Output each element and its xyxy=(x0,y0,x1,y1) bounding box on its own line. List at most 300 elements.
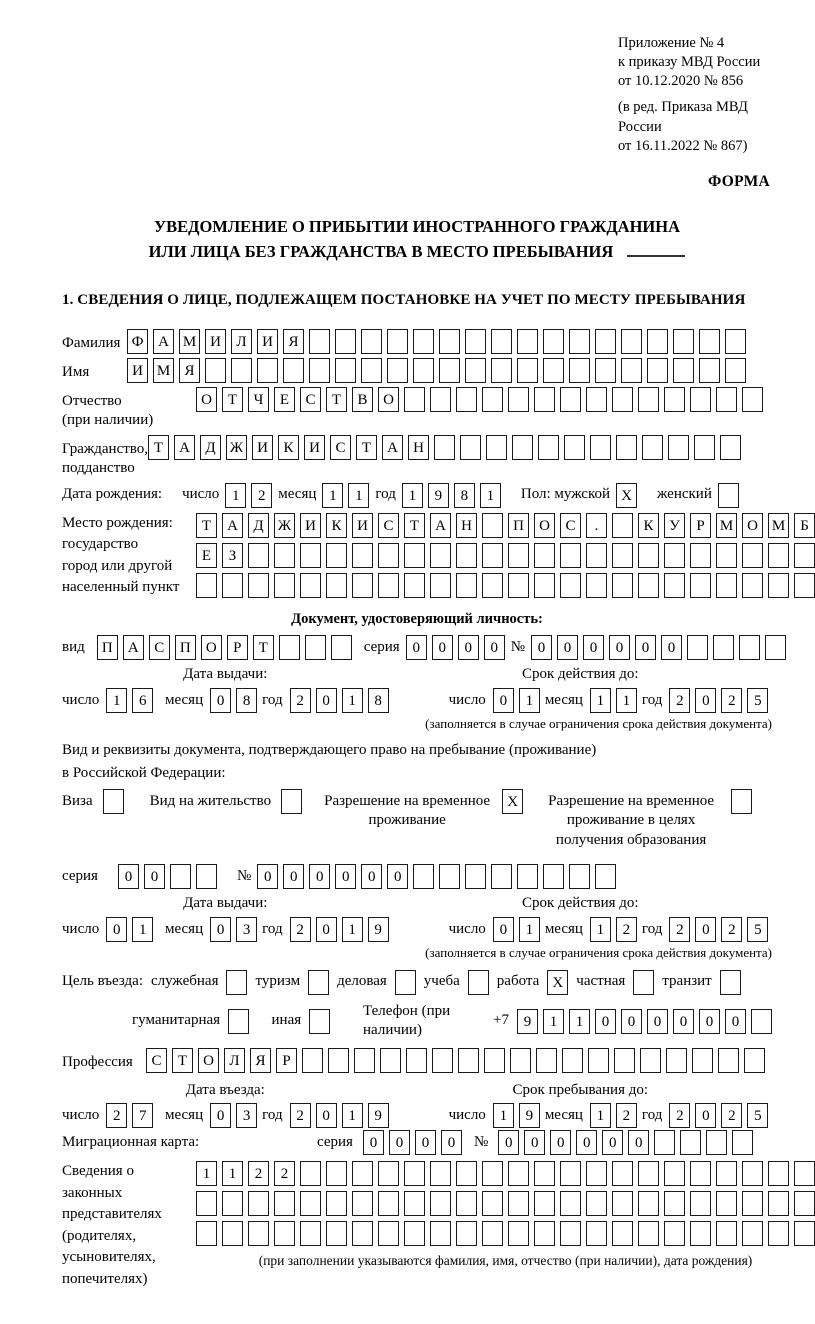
char-cell[interactable]: О xyxy=(534,513,555,538)
char-cell[interactable]: А xyxy=(222,513,243,538)
char-cell[interactable]: О xyxy=(198,1048,219,1073)
char-cell[interactable] xyxy=(413,864,434,889)
char-cell[interactable] xyxy=(222,573,243,598)
char-cell[interactable] xyxy=(612,1161,633,1186)
char-cell[interactable]: 2 xyxy=(721,688,742,713)
char-cell[interactable] xyxy=(196,864,217,889)
char-cell[interactable] xyxy=(536,1048,557,1073)
char-cell[interactable] xyxy=(326,543,347,568)
char-cell[interactable] xyxy=(560,387,581,412)
char-cell[interactable] xyxy=(465,864,486,889)
char-cell[interactable] xyxy=(387,329,408,354)
char-cell[interactable] xyxy=(305,635,326,660)
char-cell[interactable]: 6 xyxy=(132,688,153,713)
char-cell[interactable]: 2 xyxy=(616,1103,637,1128)
char-cell[interactable]: 8 xyxy=(236,688,257,713)
char-cell[interactable]: 1 xyxy=(348,483,369,508)
char-cell[interactable] xyxy=(638,543,659,568)
char-cell[interactable] xyxy=(302,1048,323,1073)
char-cell[interactable]: 8 xyxy=(454,483,475,508)
char-cell[interactable]: 0 xyxy=(458,635,479,660)
char-cell[interactable]: 0 xyxy=(524,1130,545,1155)
char-cell[interactable] xyxy=(534,573,555,598)
char-cell[interactable]: 0 xyxy=(389,1130,410,1155)
char-cell[interactable]: 0 xyxy=(621,1009,642,1034)
char-cell[interactable]: Т xyxy=(356,435,377,460)
char-cell[interactable]: 0 xyxy=(635,635,656,660)
char-cell[interactable] xyxy=(538,435,559,460)
char-cell[interactable] xyxy=(432,1048,453,1073)
char-cell[interactable] xyxy=(378,1221,399,1246)
char-cell[interactable] xyxy=(586,543,607,568)
char-cell[interactable] xyxy=(508,543,529,568)
char-cell[interactable] xyxy=(664,543,685,568)
char-cell[interactable] xyxy=(595,358,616,383)
char-cell[interactable] xyxy=(751,1009,772,1034)
char-cell[interactable] xyxy=(692,1048,713,1073)
char-cell[interactable] xyxy=(456,543,477,568)
char-cell[interactable]: 2 xyxy=(290,688,311,713)
char-cell[interactable]: П xyxy=(97,635,118,660)
char-cell[interactable]: А xyxy=(153,329,174,354)
char-cell[interactable] xyxy=(690,1161,711,1186)
char-cell[interactable]: 0 xyxy=(695,688,716,713)
char-cell[interactable] xyxy=(569,864,590,889)
char-cell[interactable]: А xyxy=(382,435,403,460)
char-cell[interactable]: Л xyxy=(224,1048,245,1073)
char-cell[interactable] xyxy=(274,1191,295,1216)
checkbox-cell[interactable] xyxy=(720,970,741,995)
char-cell[interactable] xyxy=(352,543,373,568)
char-cell[interactable]: И xyxy=(352,513,373,538)
char-cell[interactable] xyxy=(562,1048,583,1073)
char-cell[interactable] xyxy=(612,573,633,598)
char-cell[interactable]: Д xyxy=(248,513,269,538)
char-cell[interactable] xyxy=(380,1048,401,1073)
char-cell[interactable] xyxy=(564,435,585,460)
char-cell[interactable]: 0 xyxy=(609,635,630,660)
char-cell[interactable] xyxy=(482,513,503,538)
char-cell[interactable]: Д xyxy=(200,435,221,460)
char-cell[interactable] xyxy=(430,573,451,598)
char-cell[interactable] xyxy=(640,1048,661,1073)
char-cell[interactable] xyxy=(326,1161,347,1186)
char-cell[interactable] xyxy=(690,1191,711,1216)
char-cell[interactable] xyxy=(456,1161,477,1186)
char-cell[interactable]: И xyxy=(257,329,278,354)
char-cell[interactable]: Н xyxy=(456,513,477,538)
char-cell[interactable] xyxy=(352,1221,373,1246)
char-cell[interactable]: 0 xyxy=(583,635,604,660)
char-cell[interactable]: 1 xyxy=(543,1009,564,1034)
char-cell[interactable] xyxy=(673,358,694,383)
char-cell[interactable]: П xyxy=(175,635,196,660)
char-cell[interactable] xyxy=(694,435,715,460)
char-cell[interactable]: 0 xyxy=(415,1130,436,1155)
char-cell[interactable]: Я xyxy=(179,358,200,383)
char-cell[interactable] xyxy=(590,435,611,460)
char-cell[interactable] xyxy=(404,1221,425,1246)
char-cell[interactable] xyxy=(354,1048,375,1073)
char-cell[interactable] xyxy=(744,1048,765,1073)
char-cell[interactable]: 0 xyxy=(531,635,552,660)
char-cell[interactable]: 0 xyxy=(602,1130,623,1155)
char-cell[interactable]: К xyxy=(278,435,299,460)
char-cell[interactable]: И xyxy=(205,329,226,354)
char-cell[interactable]: 1 xyxy=(493,1103,514,1128)
char-cell[interactable]: С xyxy=(560,513,581,538)
char-cell[interactable]: 2 xyxy=(290,1103,311,1128)
char-cell[interactable] xyxy=(508,1161,529,1186)
char-cell[interactable] xyxy=(274,573,295,598)
char-cell[interactable] xyxy=(326,1191,347,1216)
char-cell[interactable]: 1 xyxy=(196,1161,217,1186)
char-cell[interactable] xyxy=(612,387,633,412)
char-cell[interactable]: 0 xyxy=(316,688,337,713)
char-cell[interactable] xyxy=(491,864,512,889)
char-cell[interactable] xyxy=(586,573,607,598)
char-cell[interactable] xyxy=(718,1048,739,1073)
char-cell[interactable]: П xyxy=(508,513,529,538)
char-cell[interactable] xyxy=(378,1191,399,1216)
char-cell[interactable] xyxy=(460,435,481,460)
char-cell[interactable]: 0 xyxy=(673,1009,694,1034)
char-cell[interactable] xyxy=(482,1221,503,1246)
char-cell[interactable] xyxy=(491,358,512,383)
char-cell[interactable]: 9 xyxy=(428,483,449,508)
char-cell[interactable]: 0 xyxy=(106,917,127,942)
char-cell[interactable]: И xyxy=(127,358,148,383)
char-cell[interactable] xyxy=(482,1191,503,1216)
char-cell[interactable] xyxy=(690,1221,711,1246)
char-cell[interactable]: 1 xyxy=(402,483,423,508)
char-cell[interactable]: 0 xyxy=(695,1103,716,1128)
char-cell[interactable] xyxy=(713,635,734,660)
char-cell[interactable]: А xyxy=(430,513,451,538)
char-cell[interactable] xyxy=(456,573,477,598)
char-cell[interactable]: Я xyxy=(250,1048,271,1073)
char-cell[interactable] xyxy=(456,1191,477,1216)
char-cell[interactable] xyxy=(196,1221,217,1246)
char-cell[interactable] xyxy=(508,387,529,412)
char-cell[interactable]: 2 xyxy=(248,1161,269,1186)
char-cell[interactable] xyxy=(456,387,477,412)
char-cell[interactable]: 0 xyxy=(550,1130,571,1155)
char-cell[interactable]: М xyxy=(716,513,737,538)
char-cell[interactable] xyxy=(404,573,425,598)
char-cell[interactable]: 0 xyxy=(210,917,231,942)
char-cell[interactable] xyxy=(739,635,760,660)
char-cell[interactable] xyxy=(690,387,711,412)
char-cell[interactable] xyxy=(257,358,278,383)
char-cell[interactable]: 1 xyxy=(590,1103,611,1128)
char-cell[interactable] xyxy=(517,864,538,889)
char-cell[interactable]: Р xyxy=(276,1048,297,1073)
char-cell[interactable] xyxy=(560,1191,581,1216)
char-cell[interactable]: 0 xyxy=(257,864,278,889)
char-cell[interactable] xyxy=(456,1221,477,1246)
char-cell[interactable]: 0 xyxy=(695,917,716,942)
char-cell[interactable] xyxy=(765,635,786,660)
char-cell[interactable] xyxy=(612,543,633,568)
char-cell[interactable]: Я xyxy=(283,329,304,354)
char-cell[interactable] xyxy=(560,543,581,568)
char-cell[interactable] xyxy=(664,1221,685,1246)
char-cell[interactable] xyxy=(794,573,815,598)
char-cell[interactable] xyxy=(517,358,538,383)
char-cell[interactable] xyxy=(560,1161,581,1186)
char-cell[interactable]: 9 xyxy=(517,1009,538,1034)
char-cell[interactable]: 1 xyxy=(106,688,127,713)
char-cell[interactable]: Ф xyxy=(127,329,148,354)
char-cell[interactable] xyxy=(510,1048,531,1073)
char-cell[interactable]: 7 xyxy=(132,1103,153,1128)
char-cell[interactable] xyxy=(361,358,382,383)
char-cell[interactable]: М xyxy=(768,513,789,538)
char-cell[interactable]: О xyxy=(742,513,763,538)
char-cell[interactable] xyxy=(699,358,720,383)
char-cell[interactable]: 0 xyxy=(144,864,165,889)
char-cell[interactable] xyxy=(430,543,451,568)
char-cell[interactable] xyxy=(725,358,746,383)
char-cell[interactable] xyxy=(560,1221,581,1246)
char-cell[interactable] xyxy=(586,1221,607,1246)
char-cell[interactable] xyxy=(404,1161,425,1186)
char-cell[interactable] xyxy=(586,1161,607,1186)
char-cell[interactable] xyxy=(569,358,590,383)
char-cell[interactable]: 1 xyxy=(225,483,246,508)
char-cell[interactable] xyxy=(508,573,529,598)
char-cell[interactable]: 1 xyxy=(132,917,153,942)
checkbox-cell[interactable]: X xyxy=(547,970,568,995)
char-cell[interactable]: 0 xyxy=(628,1130,649,1155)
char-cell[interactable]: 0 xyxy=(725,1009,746,1034)
char-cell[interactable] xyxy=(248,1191,269,1216)
char-cell[interactable] xyxy=(300,1191,321,1216)
char-cell[interactable] xyxy=(794,543,815,568)
char-cell[interactable] xyxy=(300,1161,321,1186)
char-cell[interactable] xyxy=(352,1161,373,1186)
char-cell[interactable] xyxy=(642,435,663,460)
char-cell[interactable] xyxy=(196,573,217,598)
char-cell[interactable] xyxy=(309,329,330,354)
char-cell[interactable] xyxy=(586,1191,607,1216)
checkbox-cell[interactable] xyxy=(395,970,416,995)
checkbox-cell[interactable]: X xyxy=(502,789,523,814)
char-cell[interactable] xyxy=(404,543,425,568)
char-cell[interactable] xyxy=(664,1161,685,1186)
char-cell[interactable] xyxy=(458,1048,479,1073)
char-cell[interactable] xyxy=(716,573,737,598)
char-cell[interactable] xyxy=(534,1221,555,1246)
checkbox-cell[interactable] xyxy=(226,970,247,995)
char-cell[interactable] xyxy=(283,358,304,383)
char-cell[interactable]: 1 xyxy=(342,917,363,942)
char-cell[interactable] xyxy=(196,1191,217,1216)
char-cell[interactable]: 0 xyxy=(699,1009,720,1034)
char-cell[interactable] xyxy=(508,1221,529,1246)
char-cell[interactable]: М xyxy=(179,329,200,354)
char-cell[interactable]: И xyxy=(300,513,321,538)
char-cell[interactable]: Л xyxy=(231,329,252,354)
char-cell[interactable]: 2 xyxy=(669,1103,690,1128)
char-cell[interactable]: М xyxy=(153,358,174,383)
char-cell[interactable]: 0 xyxy=(406,635,427,660)
char-cell[interactable]: Т xyxy=(404,513,425,538)
char-cell[interactable]: 1 xyxy=(342,1103,363,1128)
char-cell[interactable] xyxy=(331,635,352,660)
char-cell[interactable] xyxy=(430,1161,451,1186)
char-cell[interactable]: 2 xyxy=(616,917,637,942)
char-cell[interactable]: 2 xyxy=(721,1103,742,1128)
char-cell[interactable] xyxy=(326,1221,347,1246)
char-cell[interactable]: И xyxy=(304,435,325,460)
checkbox-cell[interactable] xyxy=(633,970,654,995)
char-cell[interactable] xyxy=(638,387,659,412)
char-cell[interactable] xyxy=(335,358,356,383)
char-cell[interactable] xyxy=(690,573,711,598)
char-cell[interactable]: 2 xyxy=(251,483,272,508)
char-cell[interactable] xyxy=(222,1191,243,1216)
char-cell[interactable]: 1 xyxy=(616,688,637,713)
char-cell[interactable]: С xyxy=(330,435,351,460)
char-cell[interactable]: 1 xyxy=(519,917,540,942)
char-cell[interactable]: А xyxy=(174,435,195,460)
char-cell[interactable] xyxy=(300,1221,321,1246)
checkbox-cell[interactable]: X xyxy=(616,483,637,508)
char-cell[interactable] xyxy=(742,573,763,598)
char-cell[interactable]: 0 xyxy=(316,1103,337,1128)
char-cell[interactable]: Т xyxy=(326,387,347,412)
char-cell[interactable] xyxy=(612,1191,633,1216)
char-cell[interactable]: 0 xyxy=(647,1009,668,1034)
char-cell[interactable] xyxy=(742,1191,763,1216)
char-cell[interactable]: 5 xyxy=(747,917,768,942)
char-cell[interactable] xyxy=(484,1048,505,1073)
char-cell[interactable]: Т xyxy=(253,635,274,660)
char-cell[interactable] xyxy=(768,573,789,598)
char-cell[interactable] xyxy=(638,1221,659,1246)
char-cell[interactable] xyxy=(543,358,564,383)
char-cell[interactable]: 3 xyxy=(236,1103,257,1128)
char-cell[interactable] xyxy=(248,573,269,598)
char-cell[interactable]: 1 xyxy=(519,688,540,713)
char-cell[interactable] xyxy=(430,387,451,412)
char-cell[interactable]: 1 xyxy=(590,917,611,942)
char-cell[interactable]: 0 xyxy=(363,1130,384,1155)
char-cell[interactable]: 0 xyxy=(441,1130,462,1155)
char-cell[interactable] xyxy=(716,1221,737,1246)
char-cell[interactable]: 9 xyxy=(519,1103,540,1128)
char-cell[interactable] xyxy=(614,1048,635,1073)
char-cell[interactable] xyxy=(430,1221,451,1246)
char-cell[interactable] xyxy=(612,513,633,538)
char-cell[interactable] xyxy=(248,543,269,568)
char-cell[interactable] xyxy=(720,435,741,460)
char-cell[interactable] xyxy=(742,1161,763,1186)
char-cell[interactable] xyxy=(794,1221,815,1246)
char-cell[interactable]: 0 xyxy=(498,1130,519,1155)
char-cell[interactable] xyxy=(732,1130,753,1155)
char-cell[interactable] xyxy=(612,1221,633,1246)
char-cell[interactable] xyxy=(465,358,486,383)
char-cell[interactable]: Н xyxy=(408,435,429,460)
char-cell[interactable]: 0 xyxy=(493,688,514,713)
char-cell[interactable]: 0 xyxy=(493,917,514,942)
char-cell[interactable]: 0 xyxy=(387,864,408,889)
char-cell[interactable] xyxy=(404,387,425,412)
char-cell[interactable] xyxy=(508,1191,529,1216)
char-cell[interactable]: 1 xyxy=(322,483,343,508)
char-cell[interactable] xyxy=(742,1221,763,1246)
char-cell[interactable] xyxy=(413,358,434,383)
char-cell[interactable] xyxy=(768,543,789,568)
char-cell[interactable]: Ч xyxy=(248,387,269,412)
char-cell[interactable]: 0 xyxy=(283,864,304,889)
char-cell[interactable] xyxy=(335,329,356,354)
char-cell[interactable]: 1 xyxy=(569,1009,590,1034)
char-cell[interactable] xyxy=(482,543,503,568)
char-cell[interactable]: 5 xyxy=(747,688,768,713)
char-cell[interactable] xyxy=(725,329,746,354)
char-cell[interactable] xyxy=(699,329,720,354)
char-cell[interactable] xyxy=(413,329,434,354)
char-cell[interactable]: И xyxy=(252,435,273,460)
char-cell[interactable]: 2 xyxy=(669,917,690,942)
char-cell[interactable] xyxy=(621,358,642,383)
char-cell[interactable] xyxy=(300,573,321,598)
char-cell[interactable]: С xyxy=(149,635,170,660)
char-cell[interactable]: 2 xyxy=(669,688,690,713)
char-cell[interactable] xyxy=(231,358,252,383)
char-cell[interactable] xyxy=(378,543,399,568)
char-cell[interactable] xyxy=(378,1161,399,1186)
char-cell[interactable]: Т xyxy=(148,435,169,460)
char-cell[interactable] xyxy=(768,1161,789,1186)
char-cell[interactable]: 2 xyxy=(274,1161,295,1186)
char-cell[interactable] xyxy=(279,635,300,660)
char-cell[interactable]: 2 xyxy=(106,1103,127,1128)
char-cell[interactable] xyxy=(638,1161,659,1186)
char-cell[interactable] xyxy=(465,329,486,354)
char-cell[interactable]: Ж xyxy=(274,513,295,538)
char-cell[interactable]: У xyxy=(664,513,685,538)
char-cell[interactable]: 0 xyxy=(210,1103,231,1128)
char-cell[interactable] xyxy=(205,358,226,383)
char-cell[interactable] xyxy=(482,387,503,412)
char-cell[interactable]: 0 xyxy=(118,864,139,889)
char-cell[interactable] xyxy=(680,1130,701,1155)
char-cell[interactable]: З xyxy=(222,543,243,568)
char-cell[interactable] xyxy=(328,1048,349,1073)
char-cell[interactable]: 0 xyxy=(595,1009,616,1034)
char-cell[interactable] xyxy=(647,329,668,354)
char-cell[interactable]: Т xyxy=(172,1048,193,1073)
char-cell[interactable] xyxy=(274,1221,295,1246)
char-cell[interactable]: 0 xyxy=(661,635,682,660)
char-cell[interactable] xyxy=(439,358,460,383)
char-cell[interactable] xyxy=(543,329,564,354)
char-cell[interactable] xyxy=(404,1191,425,1216)
char-cell[interactable]: 0 xyxy=(210,688,231,713)
checkbox-cell[interactable] xyxy=(228,1009,249,1034)
char-cell[interactable] xyxy=(274,543,295,568)
char-cell[interactable]: К xyxy=(638,513,659,538)
char-cell[interactable] xyxy=(716,543,737,568)
char-cell[interactable]: 0 xyxy=(557,635,578,660)
char-cell[interactable] xyxy=(647,358,668,383)
char-cell[interactable]: Ж xyxy=(226,435,247,460)
